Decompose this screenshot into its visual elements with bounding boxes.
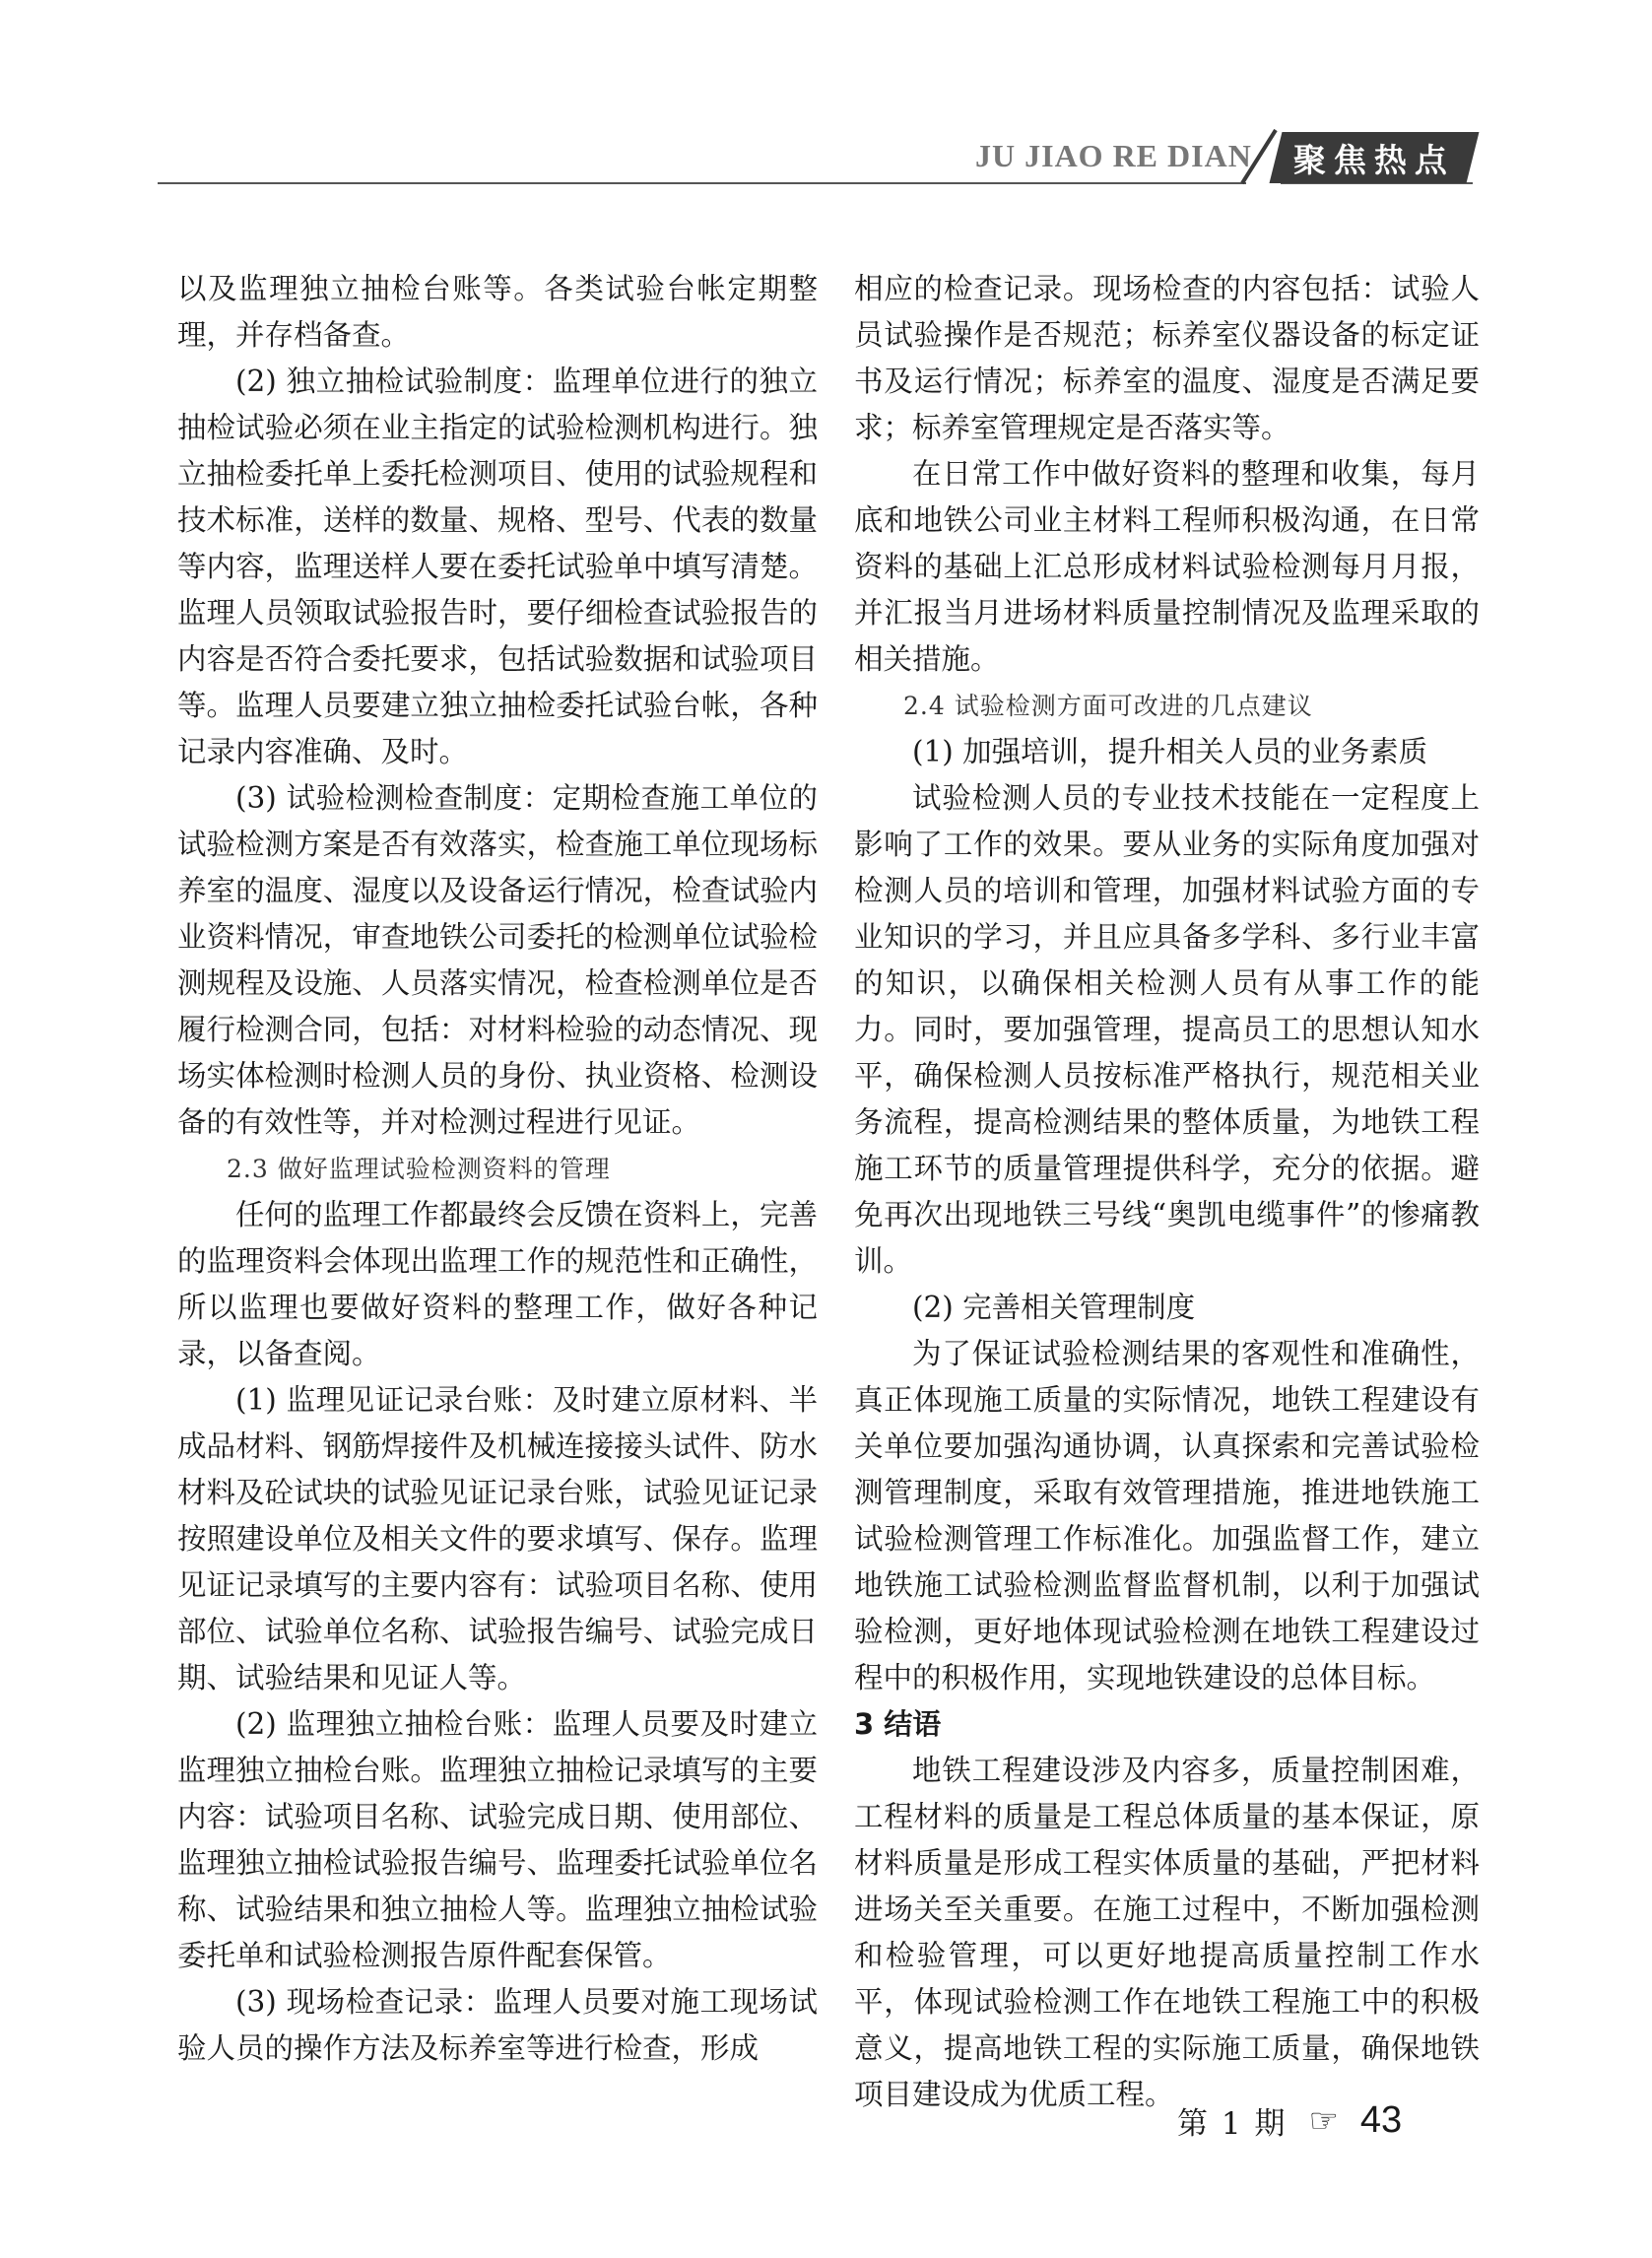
header-section-badge xyxy=(1270,132,1480,183)
section-heading: 3 结语 xyxy=(854,1707,942,1741)
paragraph: 在日常工作中做好资料的整理和收集，每月底和地铁公司业主材料工程师积极沟通，在日常资料的基础上汇总形成材料试验检测每月月报，并汇报当月进场材料质量控制情况及监理采取的相关措施。 xyxy=(854,457,1480,676)
paragraph: (2) 完善相关管理制度 xyxy=(912,1291,1196,1324)
left-column xyxy=(177,266,818,2072)
header-section-label: 聚焦热点 xyxy=(1293,140,1455,179)
paragraph: (3) 试验检测检查制度：定期检查施工单位的试验检测方案是否有效落实，检查施工单位现场标养室的温度、湿度以及设备运行情况，检查试验内业资料情况，审查地铁公司委托的检测单位试验检测规程及设施、人员落实情况，检查检测单位是否履行检测合同，包括：对材料检验的动态情况、现场实体检测时检测人员的身份、执业资格、检测设备的有效性等，并对检测过程进行见证。 xyxy=(177,781,818,1139)
paragraph: (2) 监理独立抽检台账：监理人员要及时建立监理独立抽检台账。监理独立抽检记录填写的主要内容：试验项目名称、试验完成日期、使用部位、监理独立抽检试验报告编号、监理委托试验单位名称、试验结果和独立抽检人等。监理独立抽检试验委托单和试验检测报告原件配套保管。 xyxy=(177,1707,818,1972)
paragraph: 以及监理独立抽检台账等。各类试验台帐定期整理，并存档备查。 xyxy=(177,272,818,352)
pointing-hand-icon: ☞ xyxy=(1308,2100,1339,2141)
paragraph: (1) 监理见证记录台账：及时建立原材料、半成品材料、钢筋焊接件及机械连接接头试件、防水材料及砼试块的试验见证记录台账，试验见证记录按照建设单位及相关文件的要求填写、保存。监理见证记录填写的主要内容有：试验项目名称、使用部位、试验单位名称、试验报告编号、试验完成日期、试验结果和见证人等。 xyxy=(177,1383,818,1694)
paragraph: 任何的监理工作都最终会反馈在资料上，完善的监理资料会体现出监理工作的规范性和正确性，所以监理也要做好资料的整理工作，做好各种记录，以备查阅。 xyxy=(177,1198,818,1370)
paragraph: (2) 独立抽检试验制度：监理单位进行的独立抽检试验必须在业主指定的试验检测机构进行。独立抽检委托单上委托检测项目、使用的试验规程和技术标准，送样的数量、规格、型号、代表的数量等内容，监理送样人要在委托试验单中填写清楚。监理人员领取试验报告时，要仔细检查试验报告的内容是否符合委托要求，包括试验数据和试验项目等。监理人员要建立独立抽检委托试验台帐，各种记录内容准确、及时。 xyxy=(177,365,818,768)
section-heading: 2.3 做好监理试验检测资料的管理 xyxy=(227,1155,611,1183)
paragraph: 试验检测人员的专业技术技能在一定程度上影响了工作的效果。要从业务的实际角度加强对检测人员的培训和管理，加强材料试验方面的专业知识的学习，并且应具备多学科、多行业丰富的知识，以确保相关检测人员有从事工作的能力。同时，要加强管理，提高员工的思想认知水平，确保检测人员按标准严格执行，规范相关业务流程，提高检测结果的整体质量，为地铁工程施工环节的质量管理提供科学，充分的依据。避免再次出现地铁三号线“奥凯电缆事件”的惨痛教训。 xyxy=(854,781,1480,1278)
paragraph: 地铁工程建设涉及内容多，质量控制困难，工程材料的质量是工程总体质量的基本保证，原材料质量是形成工程实体质量的基础，严把材料进场关至关重要。在施工过程中，不断加强检测和检验管理，可以更好地提高质量控制工作水平，体现试验检测工作在地铁工程施工中的积极意义，提高地铁工程的实际施工质量，确保地铁项目建设成为优质工程。 xyxy=(854,1754,1480,2111)
right-column xyxy=(854,266,1480,2118)
paragraph: 为了保证试验检测结果的客观性和准确性，真正体现施工质量的实际情况，地铁工程建设有关单位要加强沟通协调，认真探索和完善试验检测管理制度，采取有效管理措施，推进地铁施工试验检测管理工作标准化。加强监督工作，建立地铁施工试验检测监督监督机制，以利于加强试验检测，更好地体现试验检测在地铁工程建设过程中的积极作用，实现地铁建设的总体目标。 xyxy=(854,1337,1480,1694)
issue-label: 第 1 期 xyxy=(1177,2106,1288,2142)
paragraph: (1) 加强培训，提升相关人员的业务素质 xyxy=(912,735,1428,768)
paragraph: (3) 现场检查记录：监理人员要对施工现场试验人员的操作方法及标养室等进行检查，形成 xyxy=(177,1985,818,2065)
section-heading: 2.4 试验检测方面可改进的几点建议 xyxy=(903,692,1313,720)
page-footer xyxy=(1177,2098,1402,2143)
header-rule xyxy=(158,182,1246,184)
paragraph: 相应的检查记录。现场检查的内容包括：试验人员试验操作是否规范；标养室仪器设备的标定证书及运行情况；标养室的温度、湿度是否满足要求；标养室管理规定是否落实等。 xyxy=(854,272,1480,444)
page-number: 43 xyxy=(1359,2099,1403,2141)
header-english-title: JU JIAO RE DIAN xyxy=(975,138,1252,173)
